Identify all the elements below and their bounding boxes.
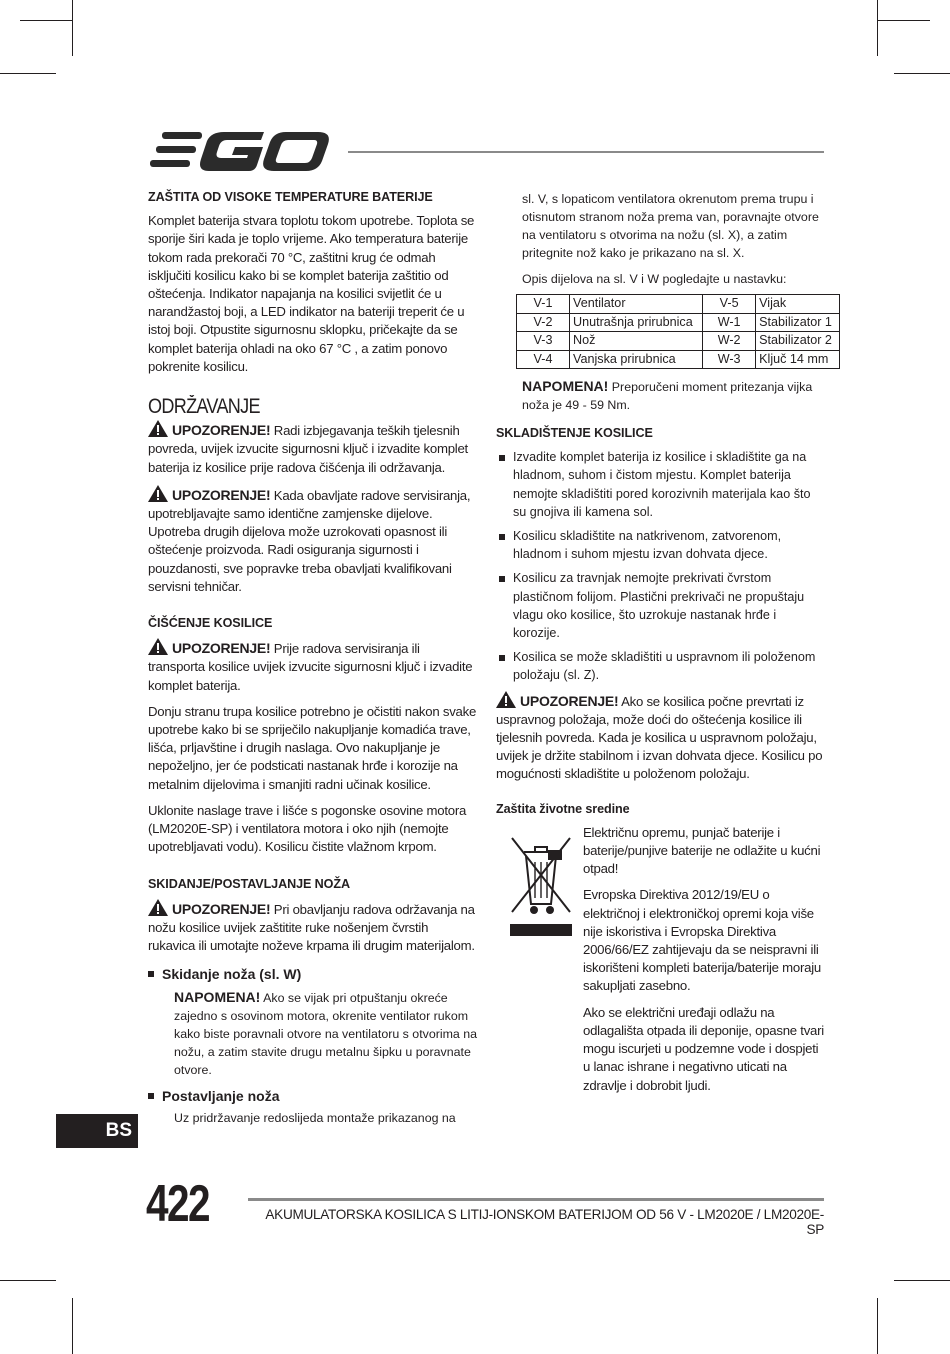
note-text: Ako se vijak pri otpuštanju okreće zajedno s osovinom motora, okrenite ventilator rukom kako biste poravnali otvore na ventilatoru s otvorima na nožu, a zatim stavite drugu metalnu šipku u poravnate otvore.	[174, 990, 478, 1077]
blade-remove-title	[148, 965, 478, 983]
note-label: NAPOMENA!	[174, 988, 261, 1005]
step-title-text: Postavljanje noža	[162, 1087, 280, 1104]
crop-mark	[0, 73, 56, 74]
table-row	[517, 313, 840, 332]
table-cell: Unutrašnja prirubnica	[570, 313, 703, 332]
table-cell: W-1	[703, 313, 756, 332]
battery-heat-heading: ZAŠTITA OD VISOKE TEMPERATURE BATERIJE	[148, 190, 433, 204]
warning-label: UPOZORENJE!	[172, 640, 271, 657]
table-cell: Vijak	[756, 295, 840, 314]
table-cell: Stabilizator 2	[756, 332, 840, 351]
table-row	[517, 295, 840, 314]
maintenance-heading: ODRŽAVANJE	[148, 395, 260, 419]
table-cell: V-5	[703, 295, 756, 314]
crossed-out-bin-icon	[506, 830, 576, 940]
warning-label: UPOZORENJE!	[172, 900, 271, 917]
crop-mark	[878, 20, 930, 21]
environment-block	[496, 824, 826, 1095]
torque-note	[496, 377, 826, 414]
table-cell: W-2	[703, 332, 756, 351]
table-cell: V-2	[517, 313, 570, 332]
storage-warning	[496, 691, 826, 784]
storage-list	[496, 448, 826, 684]
warning-text: Pri obavljanju radova održavanja na nožu kosilice uvijek zaštitite ruke nošenjem čvrstih rukavica ili umotajte noževe krpama ili drugim materijalom.	[148, 901, 475, 954]
blade-warning	[148, 899, 478, 956]
table-cell: Ključ 14 mm	[756, 350, 840, 369]
storage-heading: SKLADIŠTENJE KOSILICE	[496, 426, 653, 440]
environment-text	[583, 824, 826, 1095]
note-text: Preporučeni moment pritezanja vijka noža je 49 - 59 Nm.	[522, 380, 813, 412]
table-cell: W-3	[703, 350, 756, 369]
blade-install-title	[148, 1087, 478, 1105]
crop-mark	[0, 1280, 56, 1281]
crop-mark	[877, 1298, 878, 1354]
warning-text: Radi izbjegavanja teških tjelesnih povreda, uvijek izvucite sigurnosni ključ i izvadite komplet baterija iz kosilice prije radova čišćenja ili održavanja.	[148, 423, 468, 475]
left-column	[148, 188, 478, 1135]
table-cell: Ventilator	[570, 295, 703, 314]
crop-mark	[20, 20, 72, 21]
table-cell: Vanjska prirubnica	[570, 350, 703, 369]
table-cell: Nož	[570, 332, 703, 351]
right-column	[496, 190, 832, 1103]
cleaning-heading: ČIŠĆENJE KOSILICE	[148, 616, 273, 631]
list-item: Kosilica se može skladištiti u uspravnom ili položenom položaju (sl. Z).	[496, 648, 826, 684]
list-item: Izvadite komplet baterija iz kosilice i skladištite ga na hladnom, suhom i čistom mjestu. Komplet baterija nemojte skladištiti pored korozivnih materijala kao što su gnojiva ili kamena sol.	[496, 448, 826, 521]
install-continued: sl. V, s lopaticom ventilatora okrenutom prema trupu i otisnutom stranom noža prema van, poravnajte otvore na ventilatoru s otvorima na nožu (sl. X), a zatim pritegnite nož kako je prikazano na sl. X.	[522, 192, 819, 260]
crop-mark	[72, 0, 73, 56]
page-number: 422	[146, 1175, 209, 1233]
blade-install-text: Uz pridržavanje redoslijeda montaže prikazanog na	[174, 1110, 456, 1125]
language-tab: BS	[56, 1114, 138, 1148]
warning-text: Prije radova servisiranja ili transporta kosilice uvijek izvucite sigurnosni ključ i izvadite komplet baterija.	[148, 641, 473, 693]
table-cell: V-4	[517, 350, 570, 369]
crop-mark	[877, 0, 878, 56]
ego-logo	[150, 128, 330, 172]
footer-rule	[248, 1198, 824, 1201]
blade-remove-note	[148, 988, 478, 1079]
crop-mark	[72, 1298, 73, 1354]
warning-label: UPOZORENJE!	[172, 422, 271, 439]
parts-intro: Opis dijelova na sl. V i W pogledajte u nastavku:	[522, 272, 787, 286]
crop-mark	[894, 1280, 950, 1281]
table-row	[517, 350, 840, 369]
cleaning-para-2: Uklonite naslage trave i lišće s pogonske osovine motora (LM2020E-SP) i ventilatora motora i oko njih (nemojte upotrebljavati vodu). Kosilicu čistite vlažnom krpom.	[148, 802, 467, 855]
warning-triangle-icon	[148, 485, 168, 502]
cleaning-warning	[148, 638, 478, 695]
warning-label: UPOZORENJE!	[172, 486, 271, 503]
warning-triangle-icon	[148, 899, 168, 916]
cleaning-para-1: Donju stranu trupa kosilice potrebno je očistiti nakon svake upotrebe kako bi se spriječilo nakupljanje komadića trave, lišća, prljavštine i drugih naslaga. Ovo nakupljanje je nepoželjno, jer će podsticati nastanak hrđe i korozije na metalnim dijelovima i smanjiti radni učinak kosilice.	[148, 703, 477, 792]
table-row	[517, 332, 840, 351]
warning-triangle-icon	[148, 638, 168, 655]
table-cell: Stabilizator 1	[756, 313, 840, 332]
list-item: Kosilicu za travnjak nemojte prekrivati čvrstom plastičnom folijom. Plastični prekrivači ne propuštaju vlagu oko kosilice, što uzrokuje nastanak hrđe i korozije.	[496, 569, 826, 642]
environment-para-2: Evropska Direktiva 2012/19/EU o električnoj i elektroničkoj opremi koja više nije iskoristiva i Evropska Direktiva 2006/66/EZ zahtijevaju da se neispravni ili iskorišteni kompleti baterija/baterije moraju sakupljati zasebno.	[583, 887, 821, 994]
warning-triangle-icon	[496, 691, 516, 708]
warning-text: Kada obavljate radove servisiranja, upotrebljavajte samo identične zamjenske dijelove. Upotreba drugih dijelova može uzrokovati opasnost ili oštećenje proizvoda. Radi osiguranja sigurnosti i pouzdanosti, sve popravke treba obavljati kvalifikovani servisni tehničar.	[148, 487, 471, 594]
environment-para-3: Ako se električni uređaji odlažu na odlagališta otpada ili deponije, opasne tvari mogu iscurjeti u podzemne vode i dospjeti u lanac ishrane i negativno uticati na zdravlje i dobrobit ljudi.	[583, 1004, 824, 1093]
header-rule	[348, 151, 824, 153]
table-cell: V-3	[517, 332, 570, 351]
battery-heat-text: Komplet baterija stvara toplotu tokom upotrebe. Toplota se sporije širi kada je toplo vrijeme. Ako temperatura baterije tokom rada prekorači 70 °C, zaštitni krug će odmah isključiti kosilicu kako bi se komplet baterija zaštitio od oštećenja. Indikator napajanja na kosilici svijetlit će u narandžastoj boji, a LED indikator na bateriji treperit će u istoj boji. Otpustite sigurnosnu sklopku, pričekajte da se komplet baterija ohladi na oko 67 °C , a zatim ponovo pokrenite kosilicu.	[148, 213, 475, 374]
warning-text: Ako se kosilica počne prevrtati iz uspravnog položaja, može doći do oštećenja kosilice ili tjelesnih povreda. Kada je kosilica u uspravnom položaju, uvijek je držite stabilnom i izvan dohvata djece. Kosilicu po mogućnosti skladištite u položenom položaju.	[496, 693, 823, 782]
note-label: NAPOMENA!	[522, 378, 609, 394]
bullet-icon	[148, 1093, 154, 1099]
environment-para-1: Električnu opremu, punjač baterije i baterije/punjive baterije ne odlažite u kućni otpad!	[583, 824, 821, 877]
warning-label: UPOZORENJE!	[520, 692, 619, 709]
footer-title: AKUMULATORSKA KOSILICA S LITIJ-IONSKOM BATERIJOM OD 56 V - LM2020E / LM2020E-SP	[265, 1207, 824, 1237]
blade-heading: SKIDANJE/POSTAVLJANJE NOŽA	[148, 876, 350, 891]
warning-triangle-icon	[148, 420, 168, 437]
environment-heading: Zaštita životne sredine	[496, 801, 630, 816]
table-cell: V-1	[517, 295, 570, 314]
parts-table	[516, 294, 840, 369]
crop-mark	[894, 73, 950, 74]
maintenance-warning-1	[148, 420, 478, 477]
step-title-text: Skidanje noža (sl. W)	[162, 966, 302, 983]
maintenance-warning-2	[148, 485, 478, 596]
bullet-icon	[148, 971, 154, 977]
list-item: Kosilicu skladištite na natkrivenom, zatvorenom, hladnom i suhom mjestu izvan dohvata djece.	[496, 527, 826, 563]
